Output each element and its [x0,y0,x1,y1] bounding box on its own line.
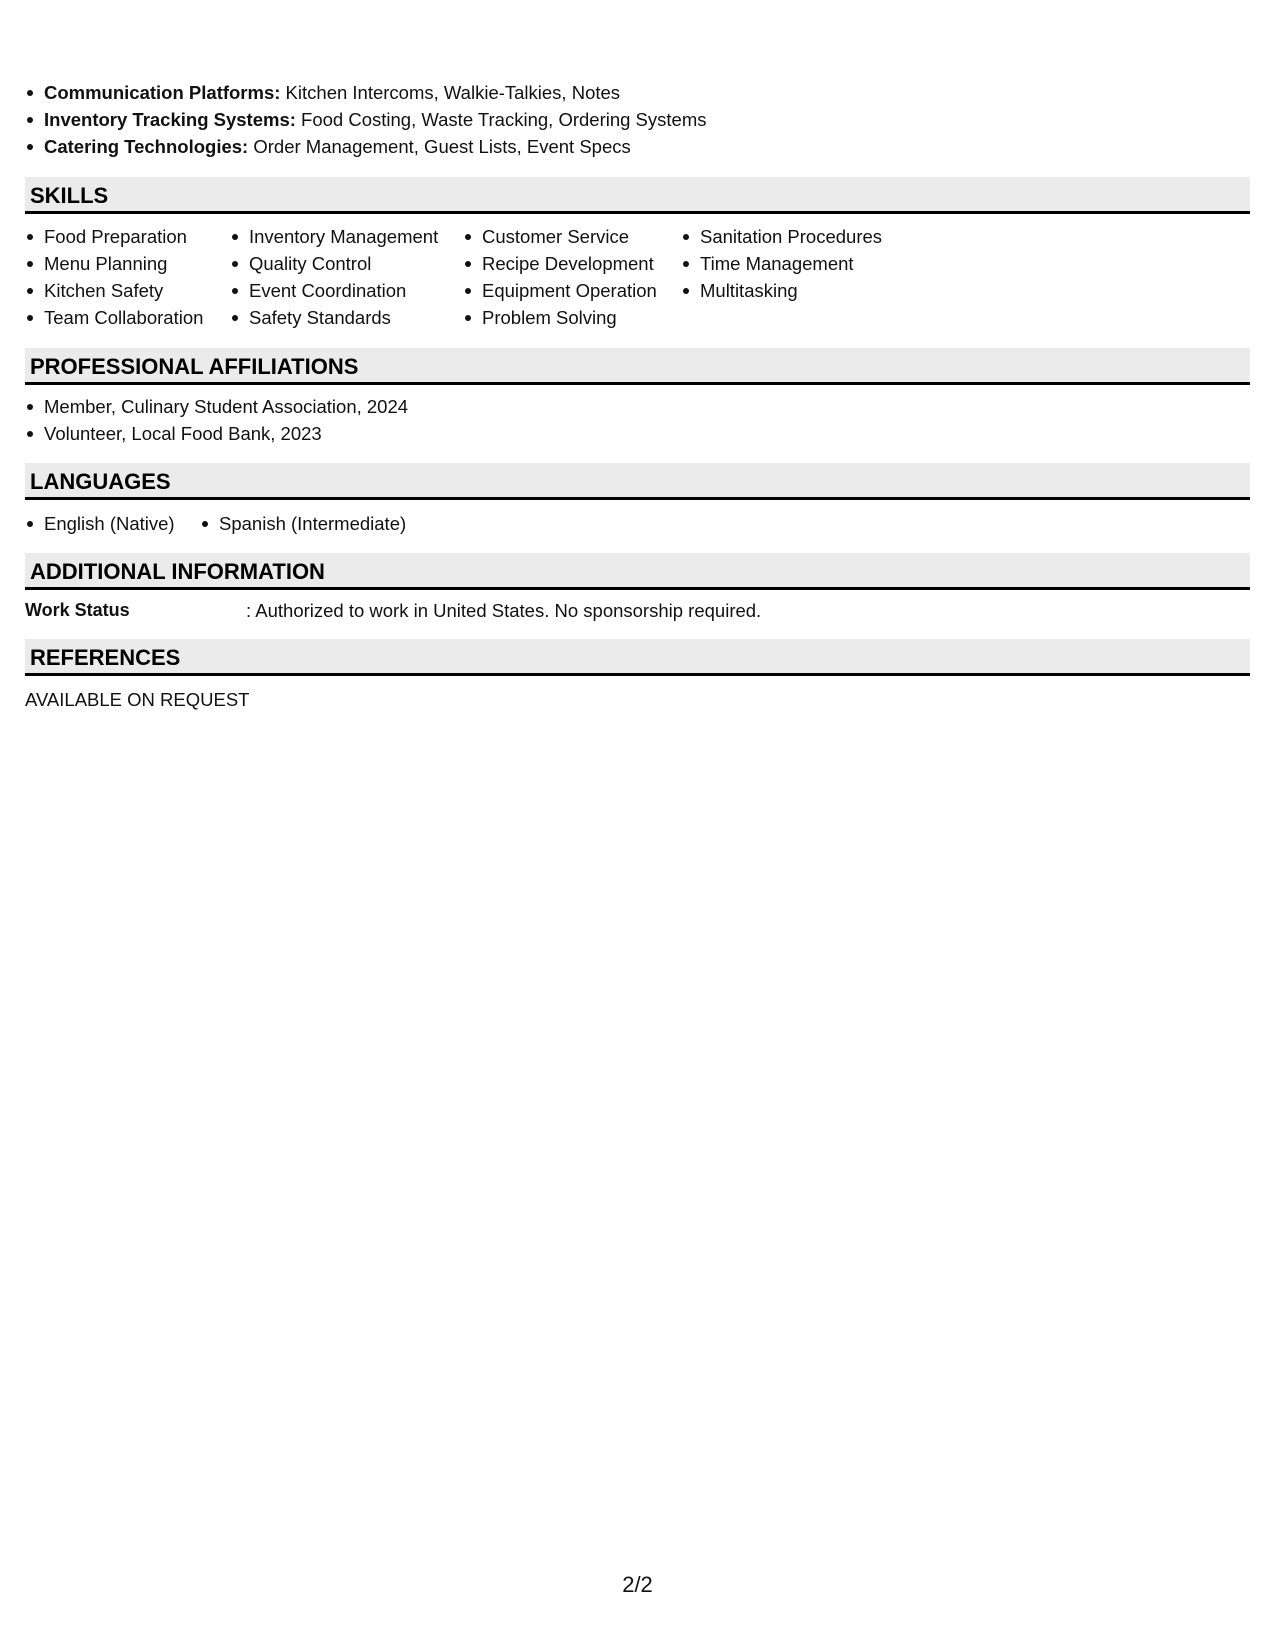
list-item: Inventory Management [230,223,438,250]
skills-column [25,223,203,331]
skills-grid [25,223,1250,335]
skills-heading: SKILLS [25,177,1250,214]
list-item: Recipe Development [463,250,657,277]
list-item [25,106,706,133]
skills-column [681,223,882,304]
list-item: Kitchen Safety [25,277,203,304]
list-item: Member, Culinary Student Association, 2024 [25,393,408,420]
technologies-list [25,79,706,160]
list-item: Time Management [681,250,882,277]
skills-column [230,223,438,331]
list-item: Sanitation Procedures [681,223,882,250]
languages-heading: LANGUAGES [25,463,1250,500]
list-item: Menu Planning [25,250,203,277]
list-item: Volunteer, Local Food Bank, 2023 [25,420,408,447]
list-item: Quality Control [230,250,438,277]
languages-list [25,510,625,537]
tech-label: Catering Technologies: [44,136,249,157]
list-item: Food Preparation [25,223,203,250]
list-item [25,79,706,106]
list-item: Spanish (Intermediate) [200,510,406,537]
list-item: Customer Service [463,223,657,250]
references-heading: REFERENCES [25,639,1250,676]
references-text: AVAILABLE ON REQUEST [25,689,250,710]
work-status-value: : Authorized to work in United States. No sponsorship required. [246,600,762,621]
list-item [25,133,706,160]
page-number: 2/2 [622,1572,653,1597]
tech-label: Inventory Tracking Systems: [44,109,296,130]
list-item: Problem Solving [463,304,657,331]
tech-label: Communication Platforms: [44,82,281,103]
tech-value: Kitchen Intercoms, Walkie-Talkies, Notes [280,82,621,103]
list-item: Event Coordination [230,277,438,304]
list-item: Equipment Operation [463,277,657,304]
tech-value: Order Management, Guest Lists, Event Specs [248,136,631,157]
affiliations-heading: PROFESSIONAL AFFILIATIONS [25,348,1250,385]
list-item: Multitasking [681,277,882,304]
list-item: Team Collaboration [25,304,203,331]
skills-column [463,223,657,331]
work-status-label: Work Status [25,600,130,620]
resume-page [25,0,1250,1650]
list-item: English (Native) [25,510,175,537]
affiliations-list [25,393,408,447]
tech-value: Food Costing, Waste Tracking, Ordering Systems [295,109,707,130]
list-item: Safety Standards [230,304,438,331]
additional-info-heading: ADDITIONAL INFORMATION [25,553,1250,590]
